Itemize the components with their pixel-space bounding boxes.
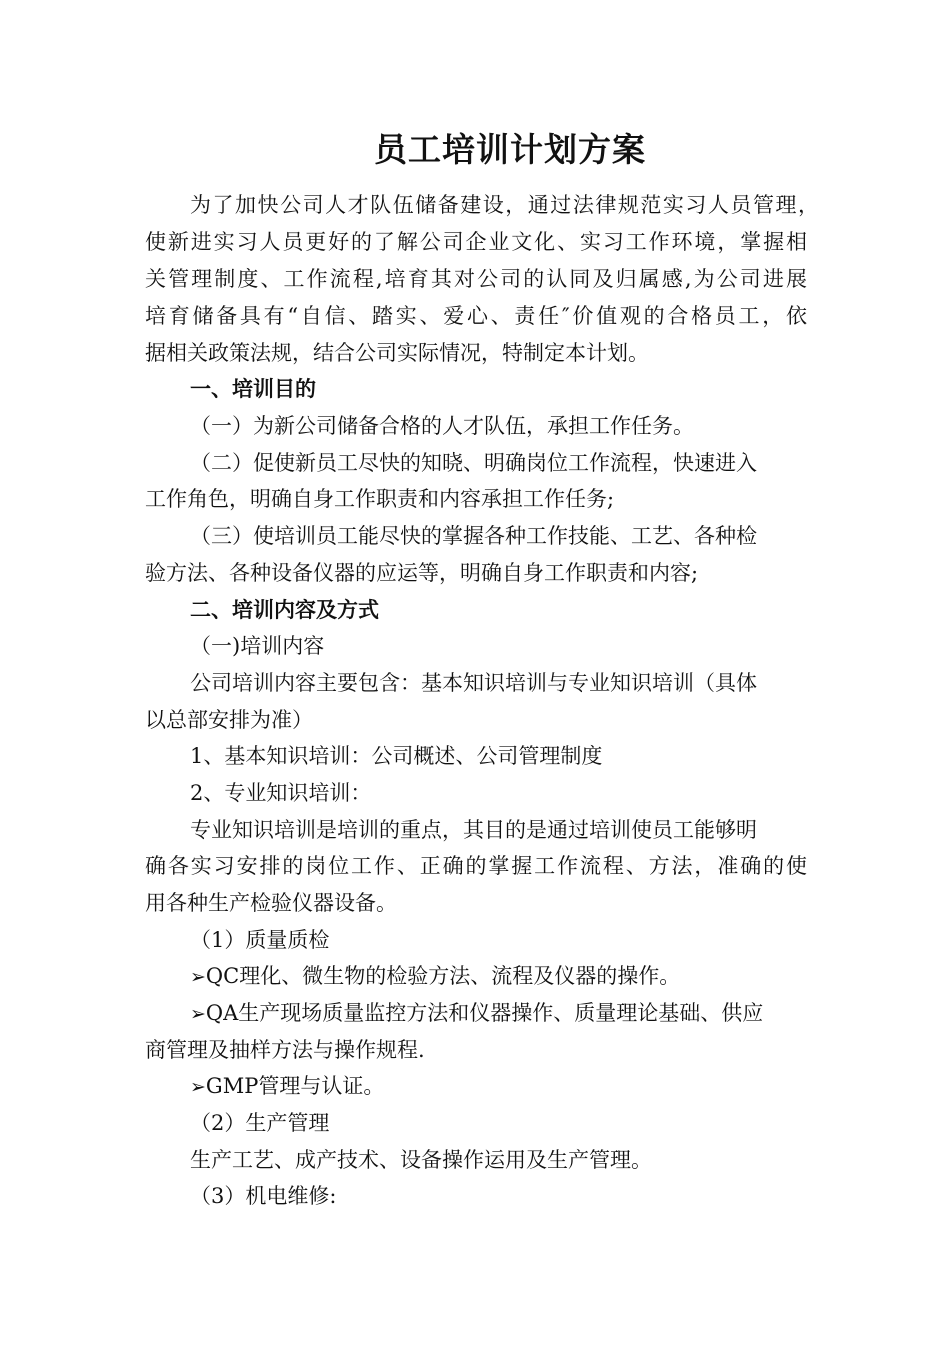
arrow-bullet-icon: ➢ <box>190 1076 206 1098</box>
paragraph-line: 关管理制度、工作流程,培育其对公司的认同及归属感,为公司进展 <box>145 267 807 291</box>
paragraph-line: （一）为新公司储备合格的人才队伍，承担工作任务。 <box>190 414 694 438</box>
paragraph-line: 专业知识培训是培训的重点，其目的是通过培训使员工能够明 <box>190 818 757 842</box>
paragraph-line: 生产工艺、成产技术、设备操作运用及生产管理。 <box>190 1148 652 1172</box>
arrow-bullet-icon: ➢ <box>190 1003 206 1025</box>
paragraph-line: 工作角色，明确自身工作职责和内容承担工作任务; <box>145 487 615 511</box>
bullet-item <box>190 962 680 991</box>
bullet-text: QC理化、微生物的检验方法、流程及仪器的操作。 <box>205 964 681 988</box>
paragraph-line: 为了加快公司人才队伍储备建设，通过法律规范实习人员管理， <box>190 193 819 217</box>
paragraph-line: 用各种生产检验仪器设备。 <box>145 891 397 915</box>
paragraph-line: 确各实习安排的岗位工作、正确的掌握工作流程、方法，准确的使 <box>145 854 807 878</box>
paragraph-line: 以总部安排为准） <box>145 708 313 732</box>
paragraph-line: （三）使培训员工能尽快的掌握各种工作技能、工艺、各种检 <box>190 524 757 548</box>
paragraph-line: 1、基本知识培训：公司概述、公司管理制度 <box>190 744 603 768</box>
section-heading: 一、培训目的 <box>190 376 316 401</box>
bullet-text: QA生产现场质量监控方法和仪器操作、质量理论基础、供应 <box>205 1001 764 1025</box>
paragraph-line: （2）生产管理 <box>190 1111 330 1135</box>
paragraph-line: 培育储备具有“自信、踏实、爱心、责任″价值观的合格员工，依 <box>145 304 807 328</box>
arrow-bullet-icon: ➢ <box>190 966 206 988</box>
paragraph-line: （3）机电维修: <box>190 1184 337 1208</box>
paragraph-line: 据相关政策法规，结合公司实际情况，特制定本计划。 <box>145 341 649 365</box>
section-heading: 二、培训内容及方式 <box>190 597 379 622</box>
paragraph-line: 2、专业知识培训： <box>190 781 372 805</box>
bullet-text: GMP管理与认证。 <box>205 1074 385 1098</box>
paragraph-line: （1）质量质检 <box>190 928 330 952</box>
paragraph-line: 使新进实习人员更好的了解公司企业文化、实习工作环境，掌握相 <box>145 230 807 254</box>
bullet-item <box>190 999 763 1028</box>
paragraph-line: 验方法、各种设备仪器的应运等，明确自身工作职责和内容; <box>145 561 699 585</box>
paragraph-line: 公司培训内容主要包含：基本知识培训与专业知识培训（具体 <box>190 671 757 695</box>
bullet-item <box>190 1072 384 1101</box>
paragraph-line: （一)培训内容 <box>190 634 325 658</box>
paragraph-line: 商管理及抽样方法与操作规程. <box>145 1038 425 1062</box>
paragraph-line: （二）促使新员工尽快的知晓、明确岗位工作流程，快速进入 <box>190 451 757 475</box>
document-title: 员工培训计划方案 <box>374 130 646 169</box>
